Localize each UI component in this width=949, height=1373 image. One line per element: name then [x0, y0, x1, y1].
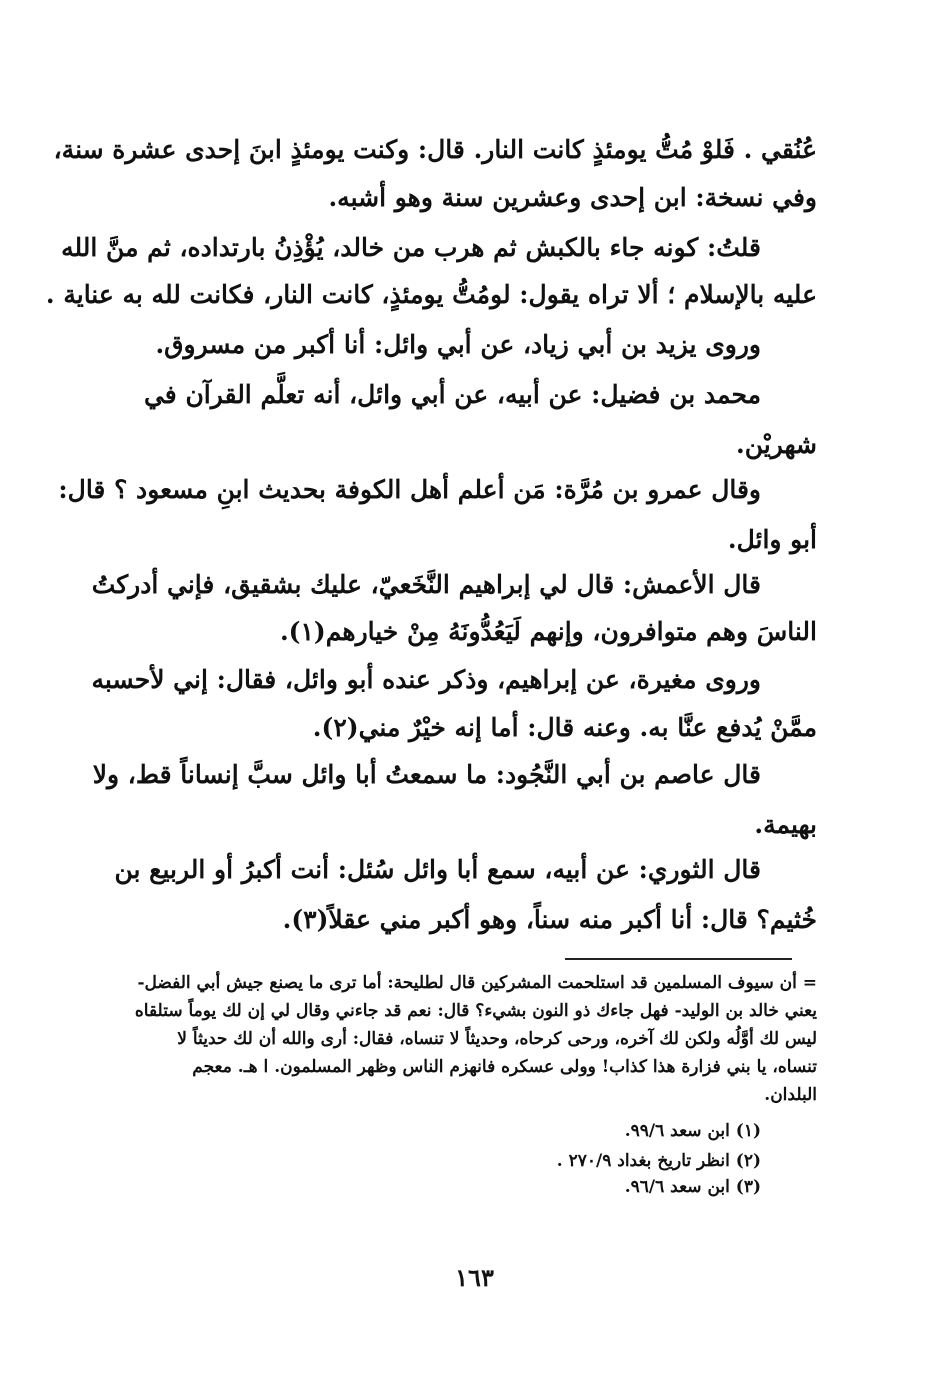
text-line: أبو وائل.	[727, 525, 817, 554]
text-line: خُثيم؟ قال: أنا أكبر منه سناً، وهو أكبر مني عقلاً(٣).	[282, 905, 817, 934]
footnote-reference: (١) ابن سعد ٩٩/٦.	[624, 1121, 761, 1141]
footnote-reference: (٣) ابن سعد ٩٦/٦.	[624, 1177, 761, 1197]
footnote-reference: (٢) انظر تاريخ بغداد ٢٧٠/٩ .	[556, 1151, 761, 1171]
text-line: وفي نسخة: ابن إحدى وعشرين سنة وهو أشبه.	[328, 183, 817, 212]
text-line: قال الثوري: عن أبيه، سمع أبا وائل سُئل: أنت أكبرُ أو الربيع بن	[114, 855, 761, 884]
text-line: عُنُقي . فَلوْ مُتُّ يومئذٍ كانت النار. قال: وكنت يومئذٍ ابنَ إحدى عشرة سنة،	[53, 135, 817, 164]
text-line: قال الأعمش: قال لي إبراهيم النَّخَعيّ، عليك بشقيق، فإني أدركتُ	[91, 570, 761, 599]
footnote-line: البلدان.	[764, 1085, 817, 1105]
text-line: وروى يزيد بن أبي زياد، عن أبي وائل: أنا أكبر من مسروق.	[155, 330, 761, 359]
text-line: قال عاصم بن أبي النَّجُود: ما سمعتُ أبا وائل سبَّ إنساناً قط، ولا	[92, 760, 761, 789]
footnote-line: = أن سيوف المسلمين قد استلحمت المشركين قال لطليحة: أما ترى ما يصنع جيش أبي الفضل-	[137, 973, 817, 993]
footnote-divider	[565, 958, 792, 960]
footnote-line: تنساه، يا بني فزارة هذا كذاب! وولى عسكره فانهزم الناس وظهر المسلمون. ا هـ. معجم	[192, 1057, 817, 1077]
text-line: بهيمة.	[754, 810, 817, 839]
text-line: وقال عمرو بن مُرَّة: مَن أعلم أهل الكوفة بحديث ابنِ مسعود ؟ قال:	[58, 475, 761, 504]
page-number: ١٦٣	[455, 1263, 494, 1292]
text-line: عليه بالإسلام ؛ ألا تراه يقول: لومُتُّ يومئذٍ، كانت النار، فكانت لله به عناية .	[45, 280, 817, 309]
text-line: الناسَ وهم متوافرون، وإنهم لَيَعُدُّونَهُ مِنْ خيارهم(١).	[279, 617, 817, 646]
footnote-line: ليس لك أوَّلُه ولكن لك آخره، ورحى كرحاه، وحديثاً لا تنساه، فقال: أرى والله أن لك حديثاً لا	[177, 1029, 817, 1049]
footnote-line: يعني خالد بن الوليد- فهل جاءك ذو النون بشيء؟ قال: نعم قد جاءني وقال لي إن لك يوماً ستلقاه	[134, 1001, 817, 1021]
text-line: محمد بن فضيل: عن أبيه، عن أبي وائل، أنه تعلَّم القرآن في	[143, 380, 761, 409]
text-line: شهريْن.	[736, 430, 817, 459]
text-line: وروى مغيرة، عن إبراهيم، وذكر عنده أبو وائل، فقال: إني لأحسبه	[91, 665, 761, 694]
text-line: ممَّنْ يُدفع عنَّا به. وعنه قال: أما إنه خيْرٌ مني(٢).	[312, 713, 817, 742]
text-line: قلتُ: كونه جاء بالكبش ثم هرب من خالد، يُؤْذِنُ بارتداده، ثم منَّ الله	[61, 233, 761, 262]
